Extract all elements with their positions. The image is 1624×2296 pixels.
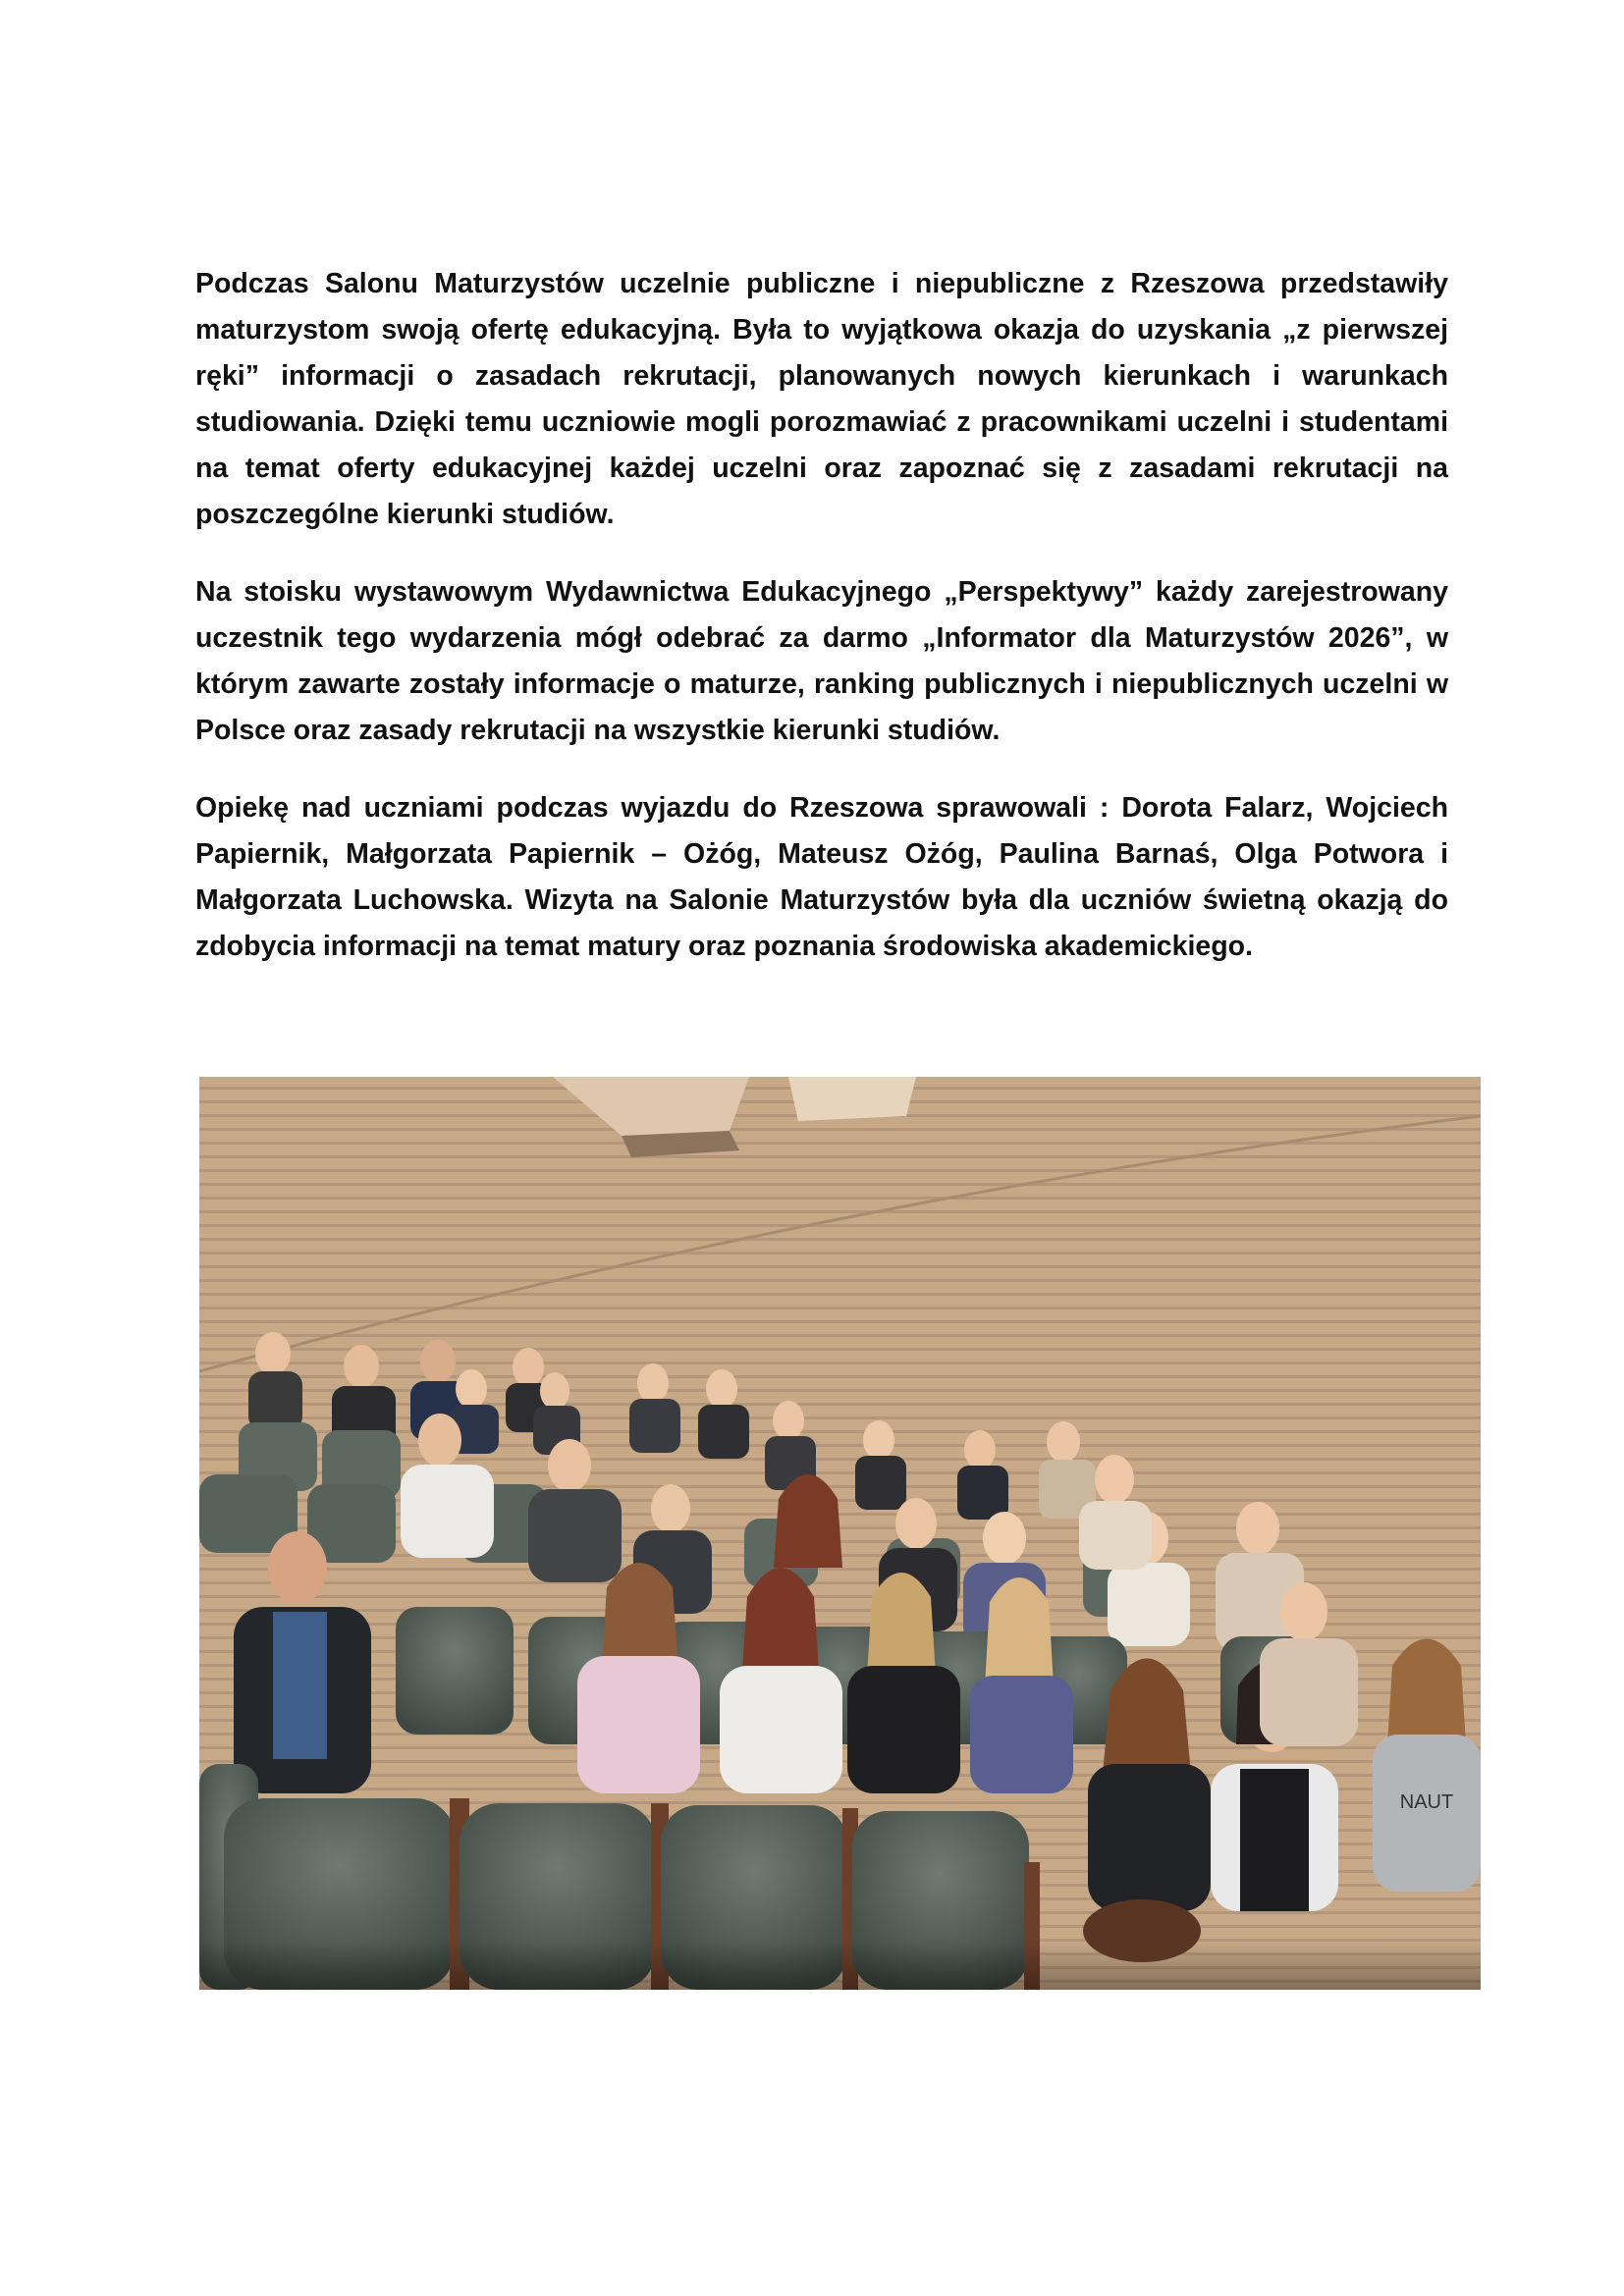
paragraph-perspektywy-stand: Na stoisku wystawowym Wydawnictwa Edukacyjnego „Perspektywy” każdy zarejestrowany uczestnik tego wydarzenia mógł odebrać za darmo „Informator dla Maturzystów 2026”, w którym zawarte zostały informacje o maturze, ranking publicznych i niepublicznych uczelni w Polsce oraz zasady rekrutacji na wszystkie kierunki studiów. [195, 576, 1448, 746]
article-text [195, 261, 1448, 1001]
paragraph-supervisors: Opiekę nad uczniami podczas wyjazdu do Rzeszowa sprawowali : Dorota Falarz, Wojciech Papiernik, Małgorzata Papiernik – Ożóg, Mateusz Ożóg, Paulina Barnaś, Olga Potwora i Małgorzata Luchowska. Wizyta na Salonie Maturzystów była dla uczniów świetną okazją do zdobycia informacji na temat matury oraz poznania środowiska akademickiego. [195, 792, 1448, 962]
ceiling-panel [788, 1077, 916, 1121]
handbag [1083, 1899, 1201, 1962]
shirt-lettering: NAUT [1399, 1791, 1454, 1813]
group-photo-illustration [199, 1077, 1481, 1990]
group-photo [199, 1077, 1481, 1990]
paragraph-salon-overview: Podczas Salonu Maturzystów uczelnie publiczne i niepubliczne z Rzeszowa przedstawiły maturzystom swoją ofertę edukacyjną. Była to wyjątkowa okazja do uzyskania „z pierwszej ręki” informacji o zasadach rekrutacji, planowanych nowych kierunkach i warunkach studiowania. Dzięki temu uczniowie mogli porozmawiać z pracownikami uczelni i studentami na temat oferty edukacyjnej każdej uczelni oraz zapoznać się z zasadami rekrutacji na poszczególne kierunki studiów. [195, 268, 1448, 530]
